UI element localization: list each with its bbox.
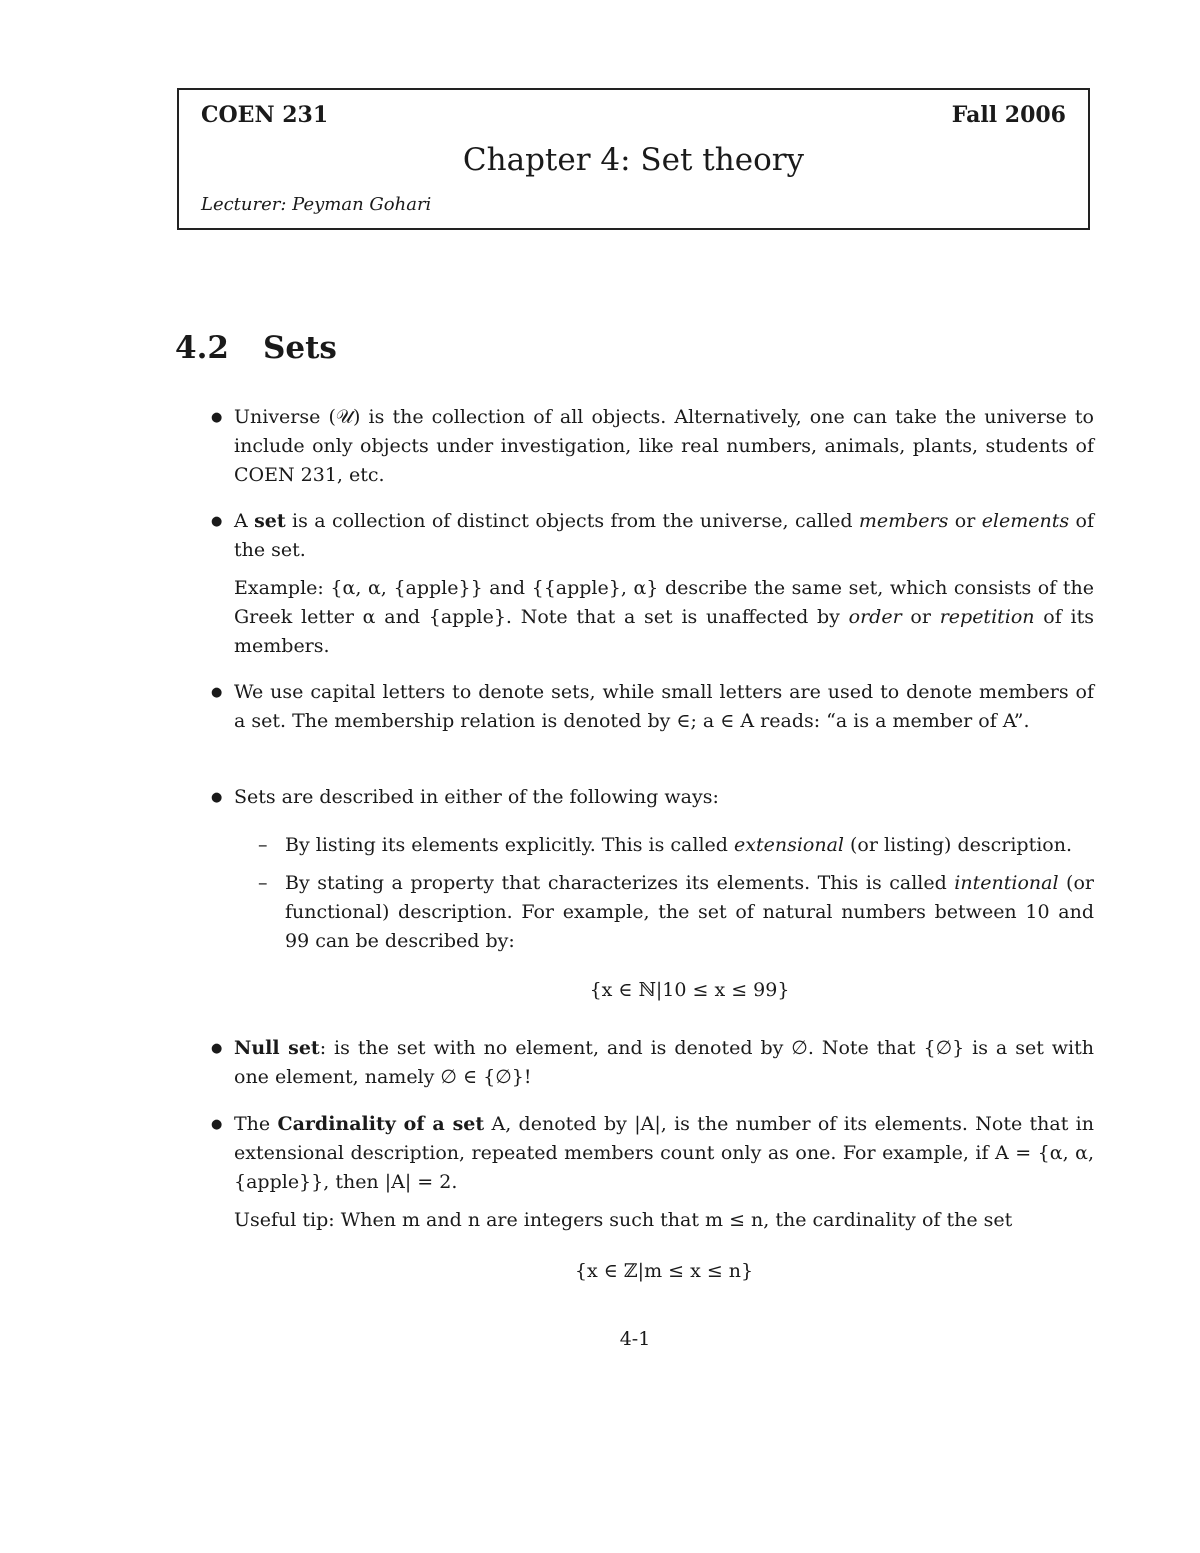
bullet-icon: ● — [211, 685, 223, 700]
example-paragraph: Example: {α, α, {apple}} and {{apple}, α} describe the same set, which consists of the Greek letter α and {apple}. Note that a set is unaffected by order or repetition of its members. — [234, 577, 1094, 657]
term-null-set: Null set — [234, 1037, 320, 1059]
section-number: 4.2 — [175, 330, 229, 366]
bullet-icon: ● — [211, 410, 223, 425]
section-title: Sets — [263, 330, 337, 366]
sub-item-extensional — [258, 831, 1094, 860]
bullet-icon: ● — [211, 1117, 223, 1132]
formula-naturals: {x ∈ ℕ|10 ≤ x ≤ 99} — [589, 979, 790, 1001]
course-code: COEN 231 — [201, 102, 329, 128]
paragraph: Universe (𝒰) is the collection of all objects. Alternatively, one can take the universe to include only objects under investigation, like real numbers, animals, plants, students of COEN 231, etc. — [234, 406, 1094, 486]
bullet-icon: ● — [211, 790, 223, 805]
dash-icon: – — [258, 834, 268, 856]
list-item-cardinality — [211, 1110, 1094, 1235]
bullet-icon: ● — [211, 1041, 223, 1056]
term: Fall 2006 — [951, 102, 1066, 128]
list-item-universe — [211, 403, 1094, 490]
tip-paragraph: Useful tip: When m and n are integers such that m ≤ n, the cardinality of the set — [234, 1209, 1013, 1231]
sub-item-intentional — [258, 869, 1094, 956]
list-item-set — [211, 507, 1094, 661]
term-set: set — [254, 510, 286, 532]
paragraph: The Cardinality of a set A, denoted by |A|, is the number of its elements. Note that in extensional description, repeated members count only as one. For example, if A = {α, α, {apple}}, then |A| = 2. — [234, 1113, 1094, 1193]
list-item-membership — [211, 678, 1094, 736]
bullet-icon: ● — [211, 514, 223, 529]
chapter-title: Chapter 4: Set theory — [462, 142, 805, 178]
list-item-descriptions — [211, 783, 1094, 812]
list-item-null-set — [211, 1034, 1094, 1092]
formula-integers: {x ∈ ℤ|m ≤ x ≤ n} — [574, 1260, 754, 1282]
paragraph: Sets are described in either of the following ways: — [234, 786, 719, 808]
paragraph: Null set: is the set with no element, and is denoted by ∅. Note that {∅} is a set with one element, namely ∅ ∈ {∅}! — [234, 1037, 1094, 1088]
section-heading — [175, 330, 337, 366]
page-number: 4-1 — [619, 1328, 651, 1350]
paragraph: By listing its elements explicitly. This is called extensional (or listing) description. — [285, 834, 1073, 856]
paragraph: A set is a collection of distinct objects from the universe, called members or elements of the set. — [234, 510, 1094, 561]
lecture-header-box — [177, 88, 1090, 230]
lecturer: Lecturer: Peyman Gohari — [201, 194, 432, 215]
paragraph: We use capital letters to denote sets, while small letters are used to denote members of a set. The membership relation is denoted by ∈; a ∈ A reads: “a is a member of A”. — [234, 681, 1094, 732]
term-cardinality: Cardinality of a set — [277, 1113, 485, 1135]
paragraph: By stating a property that characterizes its elements. This is called intentional (or functional) description. For example, the set of natural numbers between 10 and 99 can be described by: — [285, 872, 1094, 952]
dash-icon: – — [258, 872, 268, 894]
